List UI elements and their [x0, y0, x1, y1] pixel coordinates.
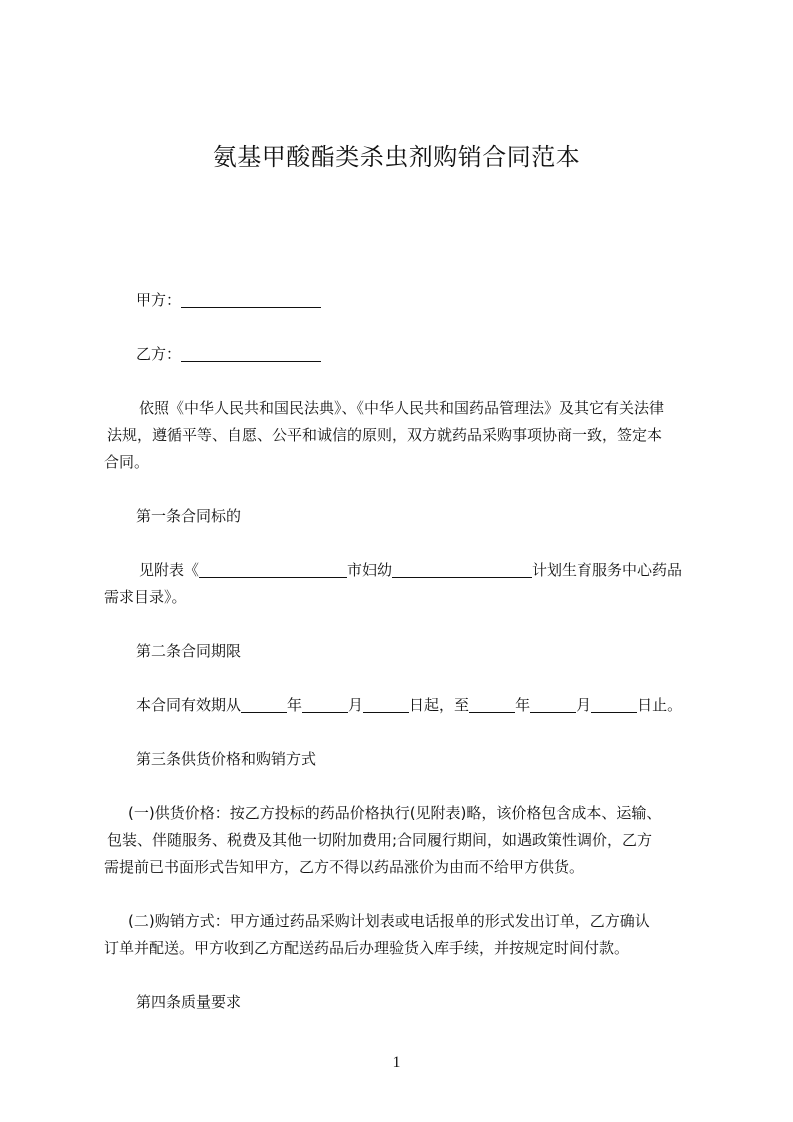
clause-1-line-3: 需提前已书面形式告知甲方，乙方不得以药品涨价为由而不给甲方供货。	[104, 858, 585, 876]
preamble-line-3: 合同。	[104, 453, 150, 471]
party-a-label: 甲方：	[136, 291, 182, 309]
party-b-label: 乙方：	[136, 345, 182, 363]
article-1-heading: 第一条合同标的	[136, 507, 242, 525]
clause-1-line-2: 包装、伴随服务、税费及其他一切附加费用;合同履行期间，如遇政策性调价，乙方	[107, 831, 653, 849]
start-month-blank[interactable]	[302, 696, 348, 713]
preamble-line-2: 法规，遵循平等、自愿、公平和诚信的原则，双方就药品采购事项协商一致，签定本	[107, 426, 663, 444]
end-month-blank[interactable]	[530, 696, 576, 713]
party-b-line	[136, 344, 736, 364]
start-day-label: 日起，至	[409, 696, 470, 714]
article-1-prefix: 见附表《	[139, 561, 200, 579]
document-title: 氨基甲酸酯类杀虫剂购销合同范本	[212, 143, 581, 171]
article-3-heading: 第三条供货价格和购销方式	[136, 750, 317, 768]
party-a-line	[136, 290, 736, 310]
start-year-label: 年	[287, 696, 303, 714]
article-1-line-2: 需求目录》。	[104, 588, 187, 606]
attachment-blank-1[interactable]	[199, 561, 347, 578]
attachment-blank-2[interactable]	[392, 561, 532, 578]
page-number: 1	[392, 1054, 401, 1071]
end-day-label: 日止。	[637, 696, 683, 714]
preamble-line-1: 依照《中华人民共和国民法典》、《中华人民共和国药品管理法》及其它有关法律	[139, 399, 665, 417]
start-month-label: 月	[348, 696, 364, 714]
article-2-term	[136, 695, 736, 715]
clause-2-line-2: 订单并配送。甲方收到乙方配送药品后办理验货入库手续，并按规定时间付款。	[104, 939, 630, 957]
article-1-suffix: 计划生育服务中心药品	[532, 561, 683, 579]
end-day-blank[interactable]	[591, 696, 637, 713]
article-4-heading: 第四条质量要求	[136, 993, 242, 1011]
clause-2-line-1: (二)购销方式：甲方通过药品采购计划表或电话报单的形式发出订单，乙方确认	[128, 912, 650, 930]
article-2-heading: 第二条合同期限	[136, 642, 242, 660]
start-year-blank[interactable]	[241, 696, 287, 713]
end-year-label: 年	[515, 696, 531, 714]
party-a-blank[interactable]	[181, 291, 321, 308]
clause-1-line-1: (一)供货价格：按乙方投标的药品价格执行(见附表)略，该价格包含成本、运输、	[128, 804, 662, 822]
article-1-line-1	[139, 560, 739, 580]
start-day-blank[interactable]	[363, 696, 409, 713]
term-prefix: 本合同有效期从	[136, 696, 242, 714]
end-year-blank[interactable]	[469, 696, 515, 713]
article-1-mid: 市妇幼	[347, 561, 393, 579]
party-b-blank[interactable]	[181, 345, 321, 362]
end-month-label: 月	[576, 696, 592, 714]
